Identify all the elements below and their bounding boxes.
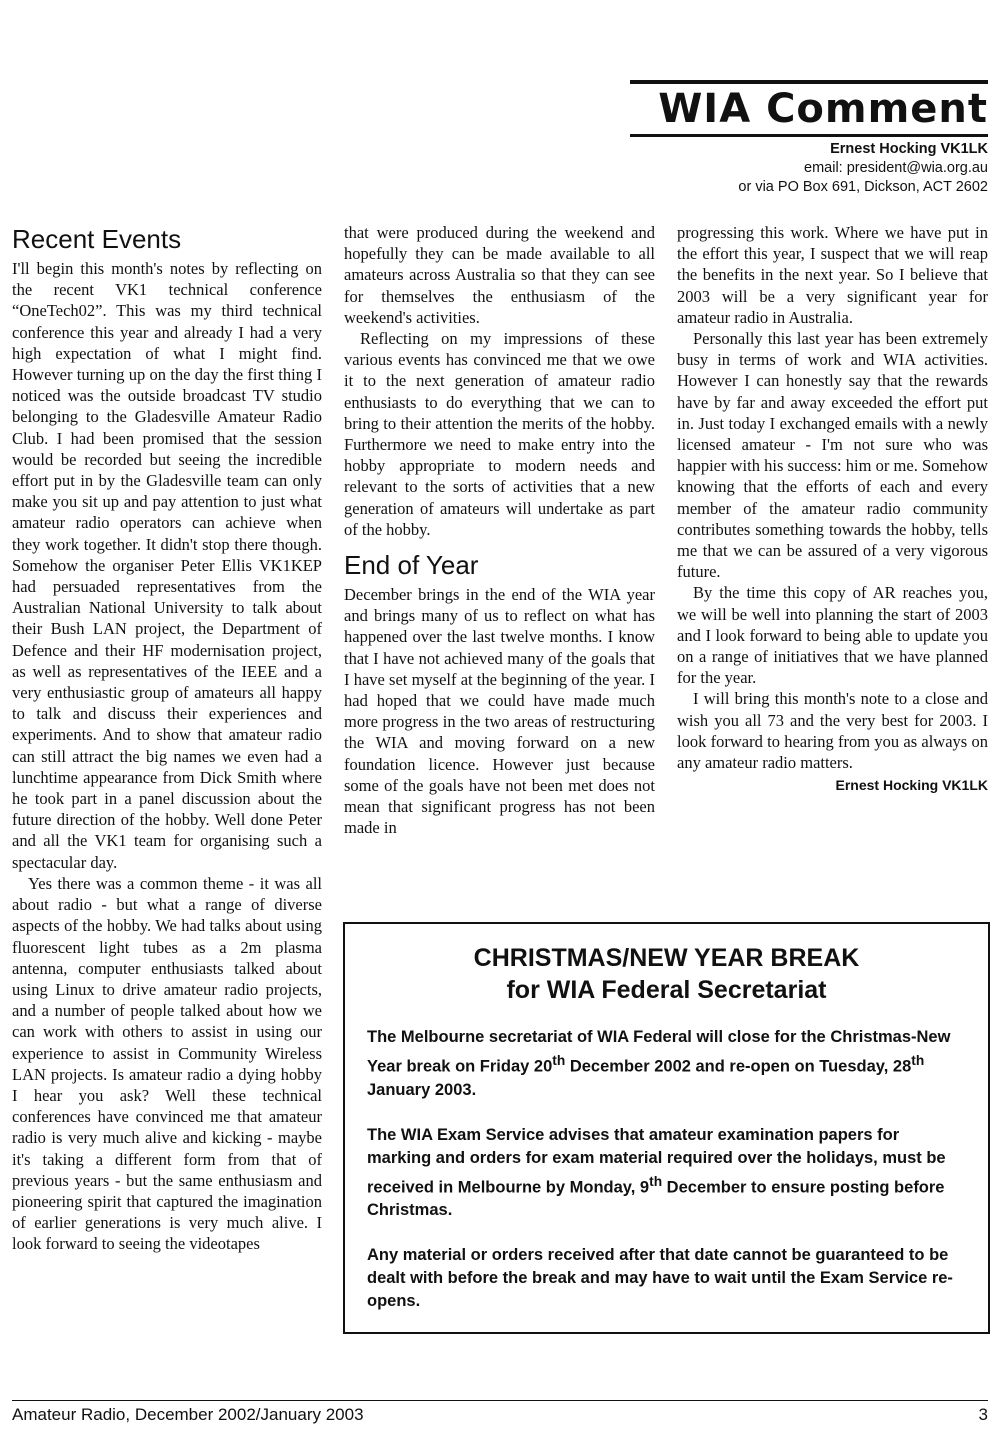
author-address: or via PO Box 691, Dickson, ACT 2602 xyxy=(738,179,988,195)
notice-title-line2: for WIA Federal Secretariat xyxy=(506,976,827,1004)
column-3 xyxy=(677,222,988,796)
paragraph: December brings in the end of the WIA year and brings many of us to reflect on what has happened over the last twelve months. I know that I have not achieved many of the goals that I have set myself at the beginning of the year. I had hoped that we could have made much more progress in the two areas of restructuring the WIA and moving forward on a new foundation licence. However just because some of the goals have not been met does not mean that significant progress has not been made in xyxy=(344,585,655,838)
author-name: Ernest Hocking VK1LK xyxy=(830,141,988,157)
title-rule xyxy=(630,134,988,137)
footer xyxy=(12,1404,988,1426)
signoff: Ernest Hocking VK1LK xyxy=(835,777,988,794)
column-1 xyxy=(12,222,322,1255)
masthead xyxy=(630,80,988,137)
paragraph: Personally this last year has been extremely busy in terms of work and WIA activities. However I can honestly say that the rewards have by far and away exceeded the effort put in. Just today I exchanged emails with a newly licensed amateur - I'm not sure who was happier with his success: him or me. Somehow knowing that the efforts of each and every member of the amateur radio community contributes something towards the hobby, tells me that we can be assured of a very vigorous future. xyxy=(677,329,988,582)
ordinal-suffix: th xyxy=(552,1053,566,1068)
notice-title xyxy=(345,942,988,1006)
page-title: WIA Comment xyxy=(658,86,988,132)
paragraph: I'll begin this month's notes by reflecting on the recent VK1 technical conference “OneTech02”. This was my third technical conference this year and already I had a very high expectation of what I might find. However turning up on the day the first thing I noticed was the outside broadcast TV studio belonging to the Gladesville Amateur Radio Club. I had been promised that the session would be recorded but seeing the incredible effort put in by the Gladesville team can only make you sit up and pay attention to just what amateur radio operators can achieve when they work together. It didn't stop there though. Somehow the organiser Peter Ellis VK1KEP had persuaded representatives from the Australian National University to talk about their Bush LAN project, the Department of Defence and their HF modernisation project, as well as representatives of the IEEE and a very enthusiastic group of amateurs all happy to talk and discuss their experiences and experiments. And to show that amateur radio can still attract the big names we even had a lunchtime appearance from Dick Smith where he took part in a panel discussion about the future direction of the hobby. Well done Peter and all the VK1 team for organising such a spectacular day. xyxy=(12,259,322,872)
author-email: email: president@wia.org.au xyxy=(804,160,988,176)
publication-line: Amateur Radio, December 2002/January 2003 xyxy=(12,1405,364,1424)
paragraph: that were produced during the weekend and hopefully they can be made available to all amateurs across Australia so that they can see for themselves the enthusiasm of the weekend's activities. xyxy=(344,223,655,327)
notice-title-line1: CHRISTMAS/NEW YEAR BREAK xyxy=(473,944,860,972)
paragraph: By the time this copy of AR reaches you, we will be well into planning the start of 2003 and I look forward to being able to update you on a range of initiatives that we have planned for the year. xyxy=(677,583,988,688)
text-run: December 2002 and re-open on Tuesday, 28 xyxy=(565,1057,912,1076)
paragraph: progressing this work. Where we have put in the effort this year, I suspect that we will reap the benefits in the next year. So I believe that 2003 will be a very significant year for amateur radio in Australia. xyxy=(677,223,988,327)
text-run: The WIA Exam Service advises that amateur examination papers for marking and orders for exam material required over the holidays, must be received in Melbourne by Monday, 9 xyxy=(367,1125,946,1196)
notice-body xyxy=(345,1006,988,1313)
section-heading-recent-events: Recent Events xyxy=(12,224,182,254)
notice-paragraph-late-orders: Any material or orders received after that date cannot be guaranteed to be dealt with before the break and may have to wait until the Exam Service re-opens. xyxy=(367,1246,953,1310)
ordinal-suffix: th xyxy=(649,1173,663,1189)
text-run: December to ensure posting before Christmas. xyxy=(367,1178,945,1219)
paragraph: I will bring this month's note to a close and wish you all 73 and the very best for 2003. I look forward to hearing from you as always on any amateur radio matters. xyxy=(677,689,988,773)
text-run: The Melbourne secretariat of WIA Federal will close for the Christmas-New Year break on Friday 20 xyxy=(367,1028,951,1076)
paragraph: Yes there was a common theme - it was all about radio - but what a range of diverse aspects of the hobby. We had talks about using fluorescent light tubes as a 2m plasma antenna, computer enthusiasts talked about using Linux to drive amateur radio projects, and a number of people talked about how we can work with others to assist in using our experience to assist in Community Wireless LAN projects. Is amateur radio a dying hobby I hear you ask? Well these technical conferences have convinced me that amateur radio is very much alive and kicking - maybe it's taking a different form from that of previous years - but the same enthusiasm and pioneering spirit that captured the imagination of earlier generations is very much alive. I look forward to seeing the videotapes xyxy=(12,873,322,1254)
paragraph: Reflecting on my impressions of these various events has convinced me that we owe it to the next generation of amateur radio enthusiasts to do everything that we can to bring to their attention the merits of the hobby. Furthermore we need to make entry into the hobby appropriate to modern needs and relevant to the sorts of activities that a new generation of amateurs will undertake as part of the hobby. xyxy=(344,329,655,539)
footer-rule xyxy=(12,1400,988,1401)
ordinal-suffix: th xyxy=(911,1053,925,1068)
text-run: January 2003. xyxy=(367,1080,477,1099)
column-2 xyxy=(344,222,655,838)
notice-paragraph-closure xyxy=(367,1026,966,1102)
notice-box xyxy=(343,922,990,1334)
page-number: 3 xyxy=(978,1405,988,1424)
section-heading-end-of-year: End of Year xyxy=(344,550,479,581)
notice-paragraph-exam xyxy=(367,1124,966,1223)
byline xyxy=(738,140,988,197)
